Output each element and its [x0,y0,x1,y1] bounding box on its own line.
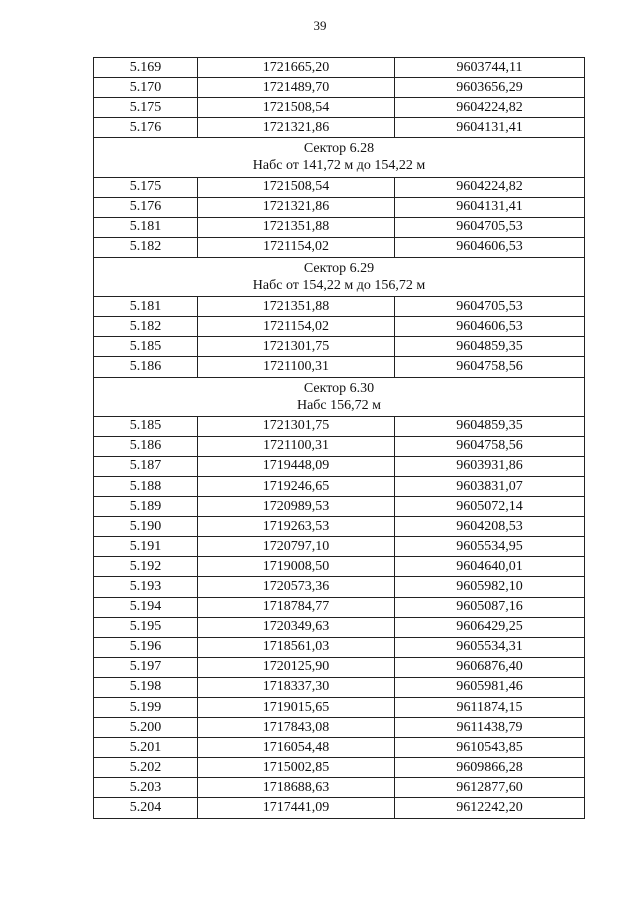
x-coordinate-cell: 1719448,09 [198,456,395,476]
table-row [94,758,585,778]
y-coordinate-cell: 9604224,82 [395,177,585,197]
table-row [94,778,585,798]
table-row [94,416,585,436]
y-coordinate-cell: 9604208,53 [395,517,585,537]
x-coordinate-cell: 1716054,48 [198,738,395,758]
x-coordinate-cell: 1720797,10 [198,537,395,557]
y-coordinate-cell: 9604705,53 [395,217,585,237]
point-number-cell: 5.196 [94,637,198,657]
point-number-cell: 5.187 [94,456,198,476]
point-number-cell: 5.185 [94,337,198,357]
y-coordinate-cell: 9611874,15 [395,698,585,718]
y-coordinate-cell: 9604606,53 [395,237,585,257]
y-coordinate-cell: 9603831,07 [395,476,585,496]
table-row [94,436,585,456]
table-row [94,197,585,217]
point-number-cell: 5.176 [94,197,198,217]
table-row [94,738,585,758]
coordinates-table [93,57,585,819]
table-row [94,517,585,537]
y-coordinate-cell: 9606876,40 [395,657,585,677]
point-number-cell: 5.170 [94,78,198,98]
page-number: 39 [313,18,327,33]
point-number-cell: 5.175 [94,98,198,118]
y-coordinate-cell: 9605982,10 [395,577,585,597]
table-row [94,597,585,617]
table-row [94,698,585,718]
table-row [94,577,585,597]
y-coordinate-cell: 9605087,16 [395,597,585,617]
x-coordinate-cell: 1720125,90 [198,657,395,677]
y-coordinate-cell: 9612242,20 [395,798,585,818]
table-row [94,118,585,138]
sector-header-row [94,257,585,296]
table-row [94,798,585,818]
table-row [94,217,585,237]
point-number-cell: 5.199 [94,698,198,718]
point-number-cell: 5.198 [94,677,198,697]
y-coordinate-cell: 9604859,35 [395,416,585,436]
point-number-cell: 5.186 [94,436,198,456]
x-coordinate-cell: 1720573,36 [198,577,395,597]
point-number-cell: 5.185 [94,416,198,436]
table-row [94,297,585,317]
x-coordinate-cell: 1721665,20 [198,58,395,78]
y-coordinate-cell: 9604224,82 [395,98,585,118]
y-coordinate-cell: 9612877,60 [395,778,585,798]
table-row [94,617,585,637]
point-number-cell: 5.201 [94,738,198,758]
point-number-cell: 5.181 [94,217,198,237]
x-coordinate-cell: 1721508,54 [198,98,395,118]
point-number-cell: 5.182 [94,317,198,337]
x-coordinate-cell: 1720989,53 [198,497,395,517]
point-number-cell: 5.194 [94,597,198,617]
point-number-cell: 5.200 [94,718,198,738]
x-coordinate-cell: 1721154,02 [198,317,395,337]
point-number-cell: 5.191 [94,537,198,557]
x-coordinate-cell: 1719263,53 [198,517,395,537]
sector-height: Набс от 141,72 м до 154,22 м [252,158,426,174]
x-coordinate-cell: 1721508,54 [198,177,395,197]
y-coordinate-cell: 9603931,86 [395,456,585,476]
sector-height: Набс от 154,22 м до 156,72 м [252,278,426,294]
point-number-cell: 5.182 [94,237,198,257]
point-number-cell: 5.186 [94,357,198,377]
point-number-cell: 5.204 [94,798,198,818]
x-coordinate-cell: 1717843,08 [198,718,395,738]
x-coordinate-cell: 1719015,65 [198,698,395,718]
point-number-cell: 5.188 [94,476,198,496]
sector-header-cell [94,257,585,296]
point-number-cell: 5.195 [94,617,198,637]
y-coordinate-cell: 9609866,28 [395,758,585,778]
sector-header-row [94,138,585,177]
point-number-cell: 5.197 [94,657,198,677]
point-number-cell: 5.202 [94,758,198,778]
table-row [94,677,585,697]
y-coordinate-cell: 9610543,85 [395,738,585,758]
table-row [94,657,585,677]
sector-title: Сектор 6.29 [303,261,375,277]
y-coordinate-cell: 9611438,79 [395,718,585,738]
x-coordinate-cell: 1721301,75 [198,416,395,436]
x-coordinate-cell: 1721100,31 [198,436,395,456]
x-coordinate-cell: 1718688,63 [198,778,395,798]
table-row [94,337,585,357]
y-coordinate-cell: 9605981,46 [395,677,585,697]
y-coordinate-cell: 9604859,35 [395,337,585,357]
y-coordinate-cell: 9605534,95 [395,537,585,557]
x-coordinate-cell: 1719008,50 [198,557,395,577]
x-coordinate-cell: 1721100,31 [198,357,395,377]
sector-header-cell [94,377,585,416]
y-coordinate-cell: 9604606,53 [395,317,585,337]
point-number-cell: 5.176 [94,118,198,138]
x-coordinate-cell: 1715002,85 [198,758,395,778]
y-coordinate-cell: 9603744,11 [395,58,585,78]
x-coordinate-cell: 1719246,65 [198,476,395,496]
y-coordinate-cell: 9604131,41 [395,118,585,138]
sector-height: Набс 156,72 м [296,397,382,413]
x-coordinate-cell: 1717441,09 [198,798,395,818]
x-coordinate-cell: 1718561,03 [198,637,395,657]
table-row [94,357,585,377]
sector-header-row [94,377,585,416]
table-row [94,78,585,98]
table-row [94,317,585,337]
table-row [94,557,585,577]
point-number-cell: 5.175 [94,177,198,197]
x-coordinate-cell: 1721154,02 [198,237,395,257]
x-coordinate-cell: 1720349,63 [198,617,395,637]
x-coordinate-cell: 1721301,75 [198,337,395,357]
table-row [94,237,585,257]
table-row [94,497,585,517]
point-number-cell: 5.181 [94,297,198,317]
x-coordinate-cell: 1721321,86 [198,197,395,217]
x-coordinate-cell: 1721489,70 [198,78,395,98]
table-row [94,637,585,657]
sector-header-cell [94,138,585,177]
x-coordinate-cell: 1718337,30 [198,677,395,697]
y-coordinate-cell: 9603656,29 [395,78,585,98]
table-row [94,98,585,118]
y-coordinate-cell: 9604758,56 [395,436,585,456]
table-row [94,177,585,197]
sector-title: Сектор 6.28 [303,141,375,157]
table-row [94,456,585,476]
sector-title: Сектор 6.30 [303,380,375,396]
x-coordinate-cell: 1721351,88 [198,297,395,317]
x-coordinate-cell: 1721321,86 [198,118,395,138]
point-number-cell: 5.203 [94,778,198,798]
y-coordinate-cell: 9604705,53 [395,297,585,317]
point-number-cell: 5.193 [94,577,198,597]
point-number-cell: 5.192 [94,557,198,577]
point-number-cell: 5.190 [94,517,198,537]
y-coordinate-cell: 9604640,01 [395,557,585,577]
coordinates-table-body [94,58,585,819]
y-coordinate-cell: 9604131,41 [395,197,585,217]
point-number-cell: 5.189 [94,497,198,517]
point-number-cell: 5.169 [94,58,198,78]
x-coordinate-cell: 1721351,88 [198,217,395,237]
table-row [94,58,585,78]
x-coordinate-cell: 1718784,77 [198,597,395,617]
table-row [94,718,585,738]
y-coordinate-cell: 9606429,25 [395,617,585,637]
y-coordinate-cell: 9604758,56 [395,357,585,377]
table-row [94,537,585,557]
y-coordinate-cell: 9605072,14 [395,497,585,517]
y-coordinate-cell: 9605534,31 [395,637,585,657]
table-row [94,476,585,496]
